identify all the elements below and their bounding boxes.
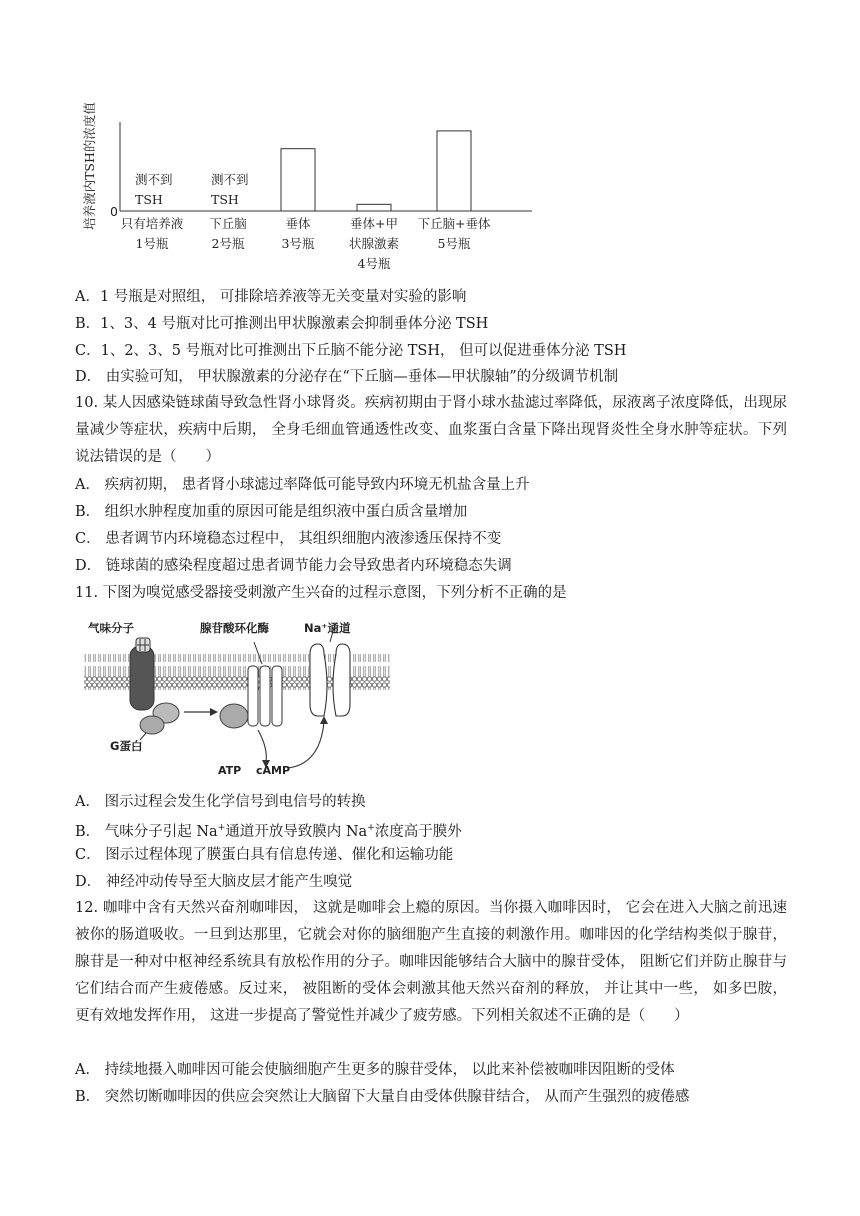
chart-tick-label: 只有培养液 — [120, 216, 184, 231]
q9-option-b: B．1、3、4 号瓶对比可推测出甲状腺激素会抑制垂体分泌 TSH — [75, 316, 489, 332]
chart-bar-annotation: 测不到 — [135, 172, 173, 187]
chart-tick-label: 状腺激素 — [348, 236, 400, 251]
na-channel-protein — [310, 644, 327, 716]
q11-option-b-sup1: + — [217, 823, 226, 833]
tsh-bar-chart — [80, 100, 550, 280]
q11-option-b-part2: 通道开放导致膜内 Na — [225, 823, 368, 840]
chart-tick-label: 垂体+甲 — [350, 216, 398, 231]
chart-tick-label: 2号瓶 — [211, 236, 245, 251]
chart-tick-label: 下丘脑 — [209, 216, 247, 231]
q11-option-b-sup2: + — [367, 823, 375, 833]
membrane-svg — [82, 610, 392, 780]
chart-bar-annotation: TSH — [135, 192, 163, 207]
q11-option-b — [75, 818, 462, 842]
q10-option-d: D． 链球菌的感染程度超过患者调节能力会导致患者内环境稳态失调 — [75, 558, 512, 574]
olfactory-membrane-figure — [82, 610, 392, 780]
q9-option-a: A．1 号瓶是对照组， 可排除培养液等无关变量对实验的影响 — [75, 289, 467, 305]
q11-option-a: A． 图示过程会发生化学信号到电信号的转换 — [75, 794, 366, 810]
g-protein-label: G蛋白 — [110, 739, 143, 753]
q9-option-c: C．1、2、3、5 号瓶对比可推测出下丘脑不能分泌 TSH， 但可以促进垂体分泌 TSH — [75, 343, 627, 359]
q10-option-c: C． 患者调节内环境稳态过程中， 其组织细胞内液渗透压保持不变 — [75, 531, 502, 547]
chart-bar-annotation: TSH — [211, 192, 239, 207]
q10-option-b: B． 组织水肿程度加重的原因可能是组织液中蛋白质含量增加 — [75, 504, 468, 520]
q9-option-d: D． 由实验可知， 甲状腺激素的分泌存在“下丘脑—垂体—甲状腺轴”的分级调节机制 — [75, 369, 619, 385]
chart-tick-label: 4号瓶 — [357, 256, 391, 271]
chart-bars — [121, 131, 491, 271]
q12-option-a: A． 持续地摄入咖啡因可能会使脑细胞产生更多的腺苷受体， 以此来补偿被咖啡因阻断的受体 — [75, 1062, 675, 1078]
chart-bar-4 — [357, 204, 391, 211]
chart-bar-3 — [281, 149, 315, 211]
chart-bar-5 — [437, 131, 471, 211]
odor-molecule-label: 气味分子 — [88, 621, 134, 635]
q12-option-b: B． 突然切断咖啡因的供应会突然让大脑留下大量自由受体供腺苷结合， 从而产生强烈的疲倦感 — [75, 1089, 690, 1105]
chart-ylabel: 培养液内TSH的浓度值 — [82, 102, 97, 230]
camp-label: cAMP — [256, 764, 291, 777]
q10-stem: 10. 某人因感染链球菌导致急性肾小球肾炎。疾病初期由于肾小球水盐滤过率降低，尿液离子浓度降低，出现尿量减少等症状，疾病中后期， 全身毛细血管通透性改变、血浆蛋白含量下降出现肾炎性全身水肿等症状。下列说法错误的是（ ） — [75, 395, 787, 465]
chart-y-origin: 0 — [110, 204, 118, 219]
odor-receptor-protein — [130, 646, 154, 710]
atp-label: ATP — [218, 764, 242, 777]
chart-tick-label: 1号瓶 — [135, 236, 169, 251]
chart-tick-label: 垂体 — [285, 216, 311, 231]
q11-option-c: C． 图示过程体现了膜蛋白具有信息传递、催化和运输功能 — [75, 847, 454, 863]
adenylate-cyclase-label: 腺苷酸环化酶 — [200, 621, 269, 635]
q11-option-b-part1: B． 气味分子引起 Na — [75, 823, 218, 840]
adenylate-cyclase-protein — [248, 666, 258, 726]
na-channel-label: Na⁺通道 — [304, 621, 351, 635]
q12-stem: 12. 咖啡中含有天然兴奋剂咖啡因， 这就是咖啡会上瘾的原因。当你摄入咖啡因时， 它会在进入大脑之前迅速被你的肠道吸收。一旦到达那里，它就会对你的脑细胞产生直接的刺激作用。咖啡因的化学结构类似于腺苷， 腺苷是一种对中枢神经系统具有放松作用的分子。咖啡因能够结合大脑中的腺苷受体， 阻断它们并防止腺苷与它们结合而产生疲倦感。反过来， 被阻断的受体会刺激其他天然兴奋剂的释放， 并让其中一些， 如多巴胺， 更有效地发挥作用， 这进一步提高了警觉性并减少了疲劳感。下列相关叙述不正确的是（ ） — [75, 900, 787, 1024]
q11-option-b-part3: 浓度高于膜外 — [374, 823, 462, 840]
q10-option-a: A． 疾病初期， 患者肾小球滤过率降低可能导致内环境无机盐含量上升 — [75, 477, 530, 493]
chart-tick-label: 5号瓶 — [437, 236, 471, 251]
chart-tick-label: 下丘脑+垂体 — [417, 216, 491, 231]
chart-tick-label: 3号瓶 — [281, 236, 315, 251]
q11-option-d: D． 神经冲动传导至大脑皮层才能产生嗅觉 — [75, 874, 353, 890]
chart-bar-annotation: 测不到 — [211, 172, 249, 187]
g-protein-bound-shape — [220, 704, 248, 728]
tsh-chart-svg — [80, 100, 550, 280]
q11-stem: 11. 下图为嗅觉感受器接受刺激产生兴奋的过程示意图，下列分析不正确的是 — [75, 585, 567, 601]
